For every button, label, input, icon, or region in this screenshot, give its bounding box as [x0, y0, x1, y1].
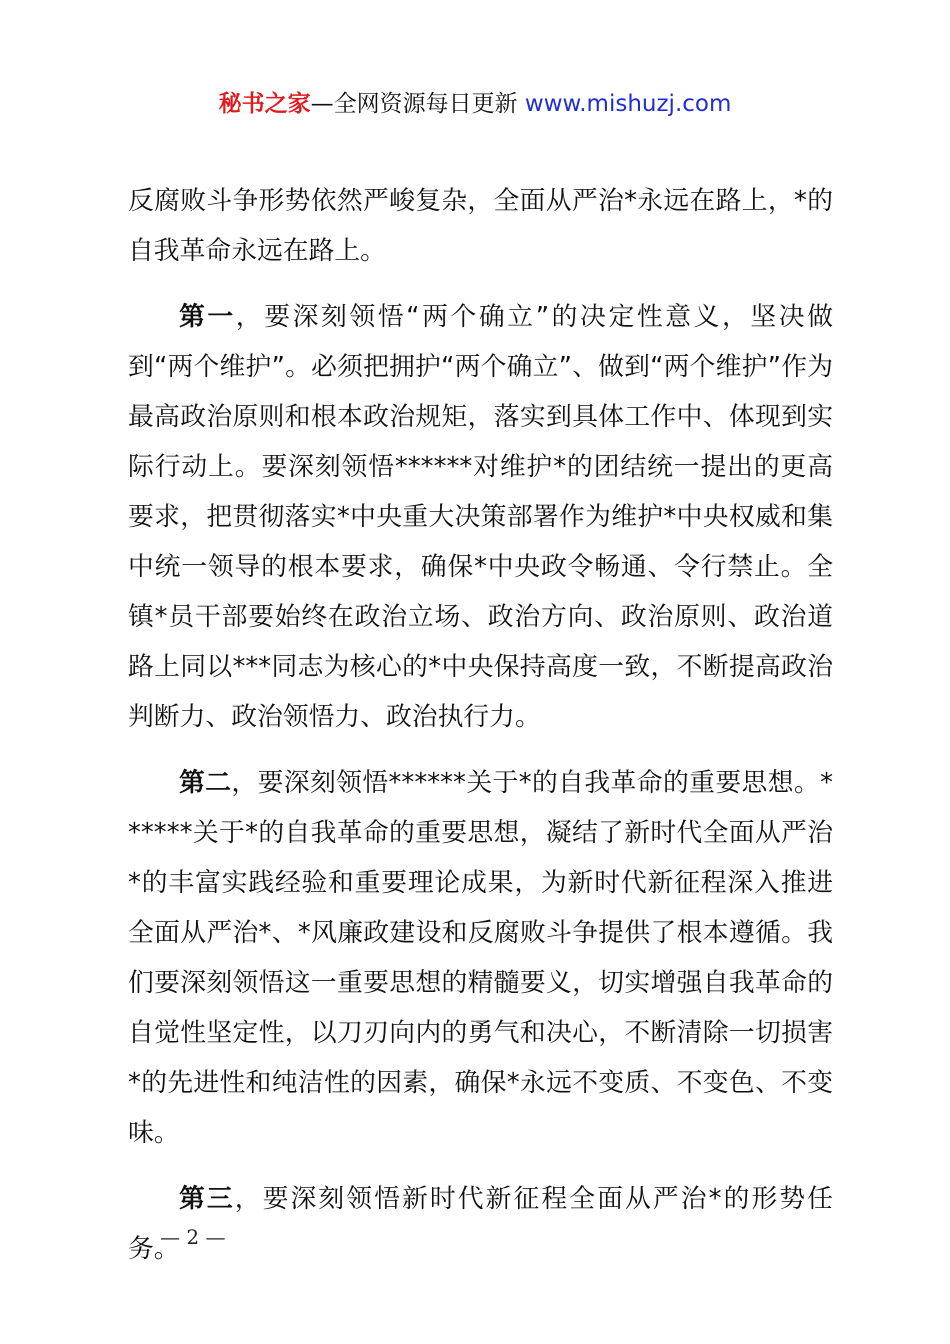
paragraph-text: ，要深刻领悟“两个确立”的决定性意义，坚决做到“两个维护”。必须把拥护“两个确立”、做到“两个维护”作为最高政治原则和根本政治规矩，落实到具体工作中、体现到实际行动上。要深刻领悟******对维护*的团结统一提出的更高要求，把贯彻落实*中央重大决策部署作为维护*中央权威和集中统一领导的根本要求，确保*中央政令畅通、令行禁止。全镇*员干部要始终在政治立场、政治方向、政治原则、政治道路上同以***同志为核心的*中央保持高度一致，不断提高政治判断力、政治领悟力、政治执行力。	[128, 302, 833, 732]
paragraph-lead: 第二	[179, 768, 232, 798]
paragraph-text: ，要深刻领悟******关于*的自我革命的重要思想。******关于*的自我革命的重要思想，凝结了新时代全面从严治*的丰富实践经验和重要理论成果，为新时代新征程深入推进全面从严治*、*风廉政建设和反腐败斗争提供了根本遵循。我们要深刻领悟这一重要思想的精髓要义，切实增强自我革命的自觉性坚定性，以刀刃向内的勇气和决心，不断清除一切损害*的先进性和纯洁性的因素，确保*永远不变质、不变色、不变味。	[128, 768, 833, 1148]
site-url-link[interactable]: www.mishuzj.com	[524, 91, 732, 117]
brand-name: 秘书之家	[218, 91, 311, 117]
paragraph-third	[128, 1174, 833, 1274]
paragraph-text: ，要深刻领悟新时代新征程全面从严治*的形势任务。	[128, 1184, 833, 1264]
paragraph-first	[128, 292, 833, 742]
page-number: — 2 —	[160, 1225, 226, 1249]
document-body	[128, 176, 833, 1274]
site-header	[0, 86, 950, 122]
paragraph-lead: 第一	[179, 302, 236, 332]
paragraph-text: 反腐败斗争形势依然严峻复杂，全面从严治*永远在路上，*的自我革命永远在路上。	[128, 186, 833, 266]
header-slogan: —全网资源每日更新	[310, 91, 518, 117]
paragraph-continuation	[128, 176, 833, 276]
paragraph-second	[128, 758, 833, 1158]
paragraph-lead: 第三	[179, 1184, 235, 1214]
